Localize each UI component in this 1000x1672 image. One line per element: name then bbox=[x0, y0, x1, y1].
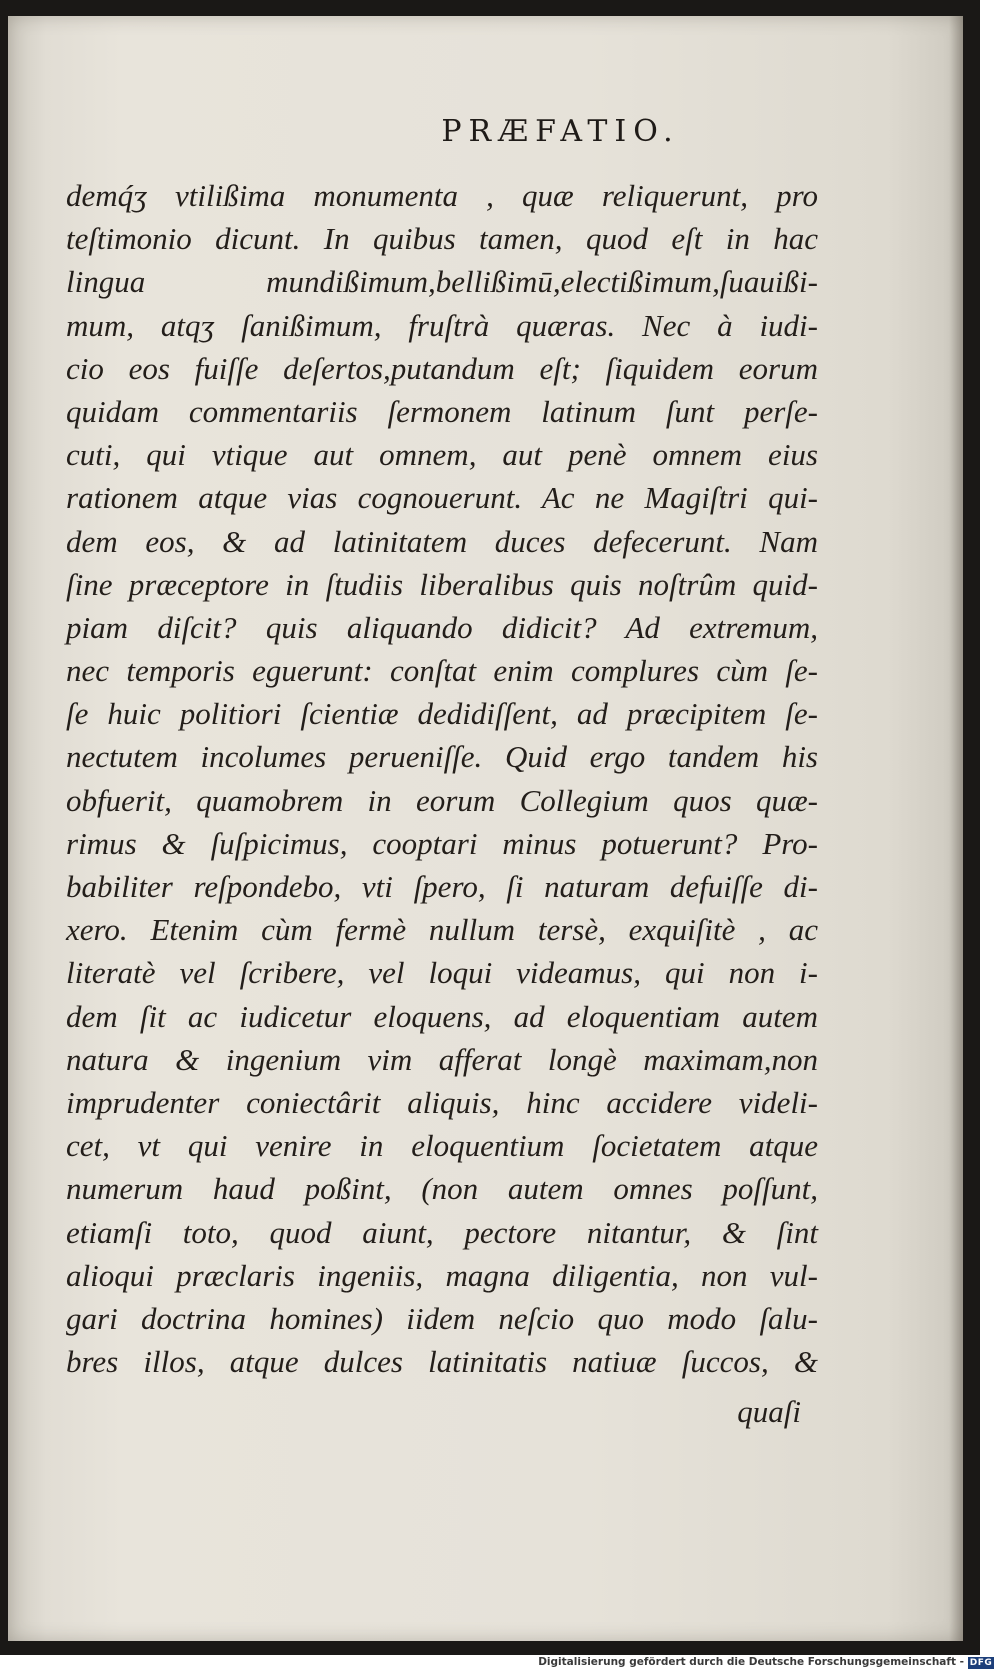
text-line: babiliter reſpondebo, vti ſpero, ſi naturam defuiſſe di- bbox=[66, 869, 818, 904]
text-line: teſtimonio dicunt. In quibus tamen, quod eſt in hac bbox=[66, 221, 818, 257]
funding-credit: Digitalisierung gefördert durch die Deutsche Forschungsgemeinschaft - bbox=[538, 1656, 964, 1668]
text-line: mum, atqʒ ſanißimum, fruſtrà quæras. Nec à iudi- bbox=[66, 307, 818, 343]
text-line: ſine præceptore in ſtudiis liberalibus quis noſtrûm quid- bbox=[66, 566, 818, 602]
text-line: demq́ʒ vtilißima monumenta , quæ reliquerunt, pro bbox=[66, 178, 818, 213]
text-line: cuti, qui vtique aut omnem, aut penè omnem eius bbox=[66, 437, 818, 473]
dfg-logo: DFG bbox=[969, 1658, 993, 1668]
text-line: nec temporis eguerunt: conſtat enim complures cùm ſe- bbox=[66, 653, 818, 689]
text-line: dem ſit ac iudicetur eloquens, ad eloquentiam autem bbox=[66, 998, 818, 1034]
text-line: cio eos fuiſſe deſertos,putandum eſt; ſiquidem eorum bbox=[66, 350, 818, 386]
book-page bbox=[8, 16, 963, 1641]
page-edge-shadow bbox=[949, 16, 963, 1641]
text-line: imprudenter coniectârit aliquis, hinc accidere videli- bbox=[66, 1084, 818, 1120]
text-line: rationem atque vias cognouerunt. Ac ne Magiſtri qui- bbox=[66, 480, 818, 516]
text-line: alioqui præclaris ingeniis, magna diligentia, non vul- bbox=[66, 1257, 818, 1293]
catchword: quaſi bbox=[737, 1394, 801, 1429]
body-text bbox=[66, 174, 818, 1383]
text-line: etiamſi toto, quod aiunt, pectore nitantur, & ſint bbox=[66, 1214, 818, 1250]
text-line: rimus & ſuſpicimus, cooptari minus potuerunt? Pro- bbox=[66, 825, 818, 861]
text-line: ſe huic politiori ſcientiæ dedidiſſent, ad præcipitem ſe- bbox=[66, 696, 818, 732]
text-line: gari doctrina homines) iidem neſcio quo modo ſalu- bbox=[66, 1300, 818, 1336]
running-head: PRÆFATIO. bbox=[441, 114, 680, 149]
text-line: natura & ingenium vim afferat longè maximam,non bbox=[66, 1041, 818, 1077]
text-line: obfuerit, quamobrem in eorum Collegium quos quæ- bbox=[66, 782, 818, 818]
text-line: bres illos, atque dulces latinitatis natiuæ ſuccos, & bbox=[66, 1344, 818, 1380]
text-line: xero. Etenim cùm fermè nullum tersè, exquiſitè , ac bbox=[66, 912, 818, 948]
text-line: lingua mundißimum,bellißimū,electißimum,ſuauißi- bbox=[66, 264, 818, 300]
text-line: literatè vel ſcribere, vel loqui videamus, qui non i- bbox=[66, 955, 818, 991]
text-line: quidam commentariis ſermonem latinum ſunt perſe- bbox=[66, 393, 818, 429]
text-line: piam diſcit? quis aliquando didicit? Ad extremum, bbox=[66, 609, 818, 645]
text-line: dem eos, & ad latinitatem duces defecerunt. Nam bbox=[66, 523, 818, 559]
text-line: numerum haud poßint, (non autem omnes poſſunt, bbox=[66, 1171, 818, 1207]
text-line: nectutem incolumes perueniſſe. Quid ergo tandem his bbox=[66, 739, 818, 775]
text-line: cet, vt qui venire in eloquentium ſocietatem atque bbox=[66, 1128, 818, 1164]
